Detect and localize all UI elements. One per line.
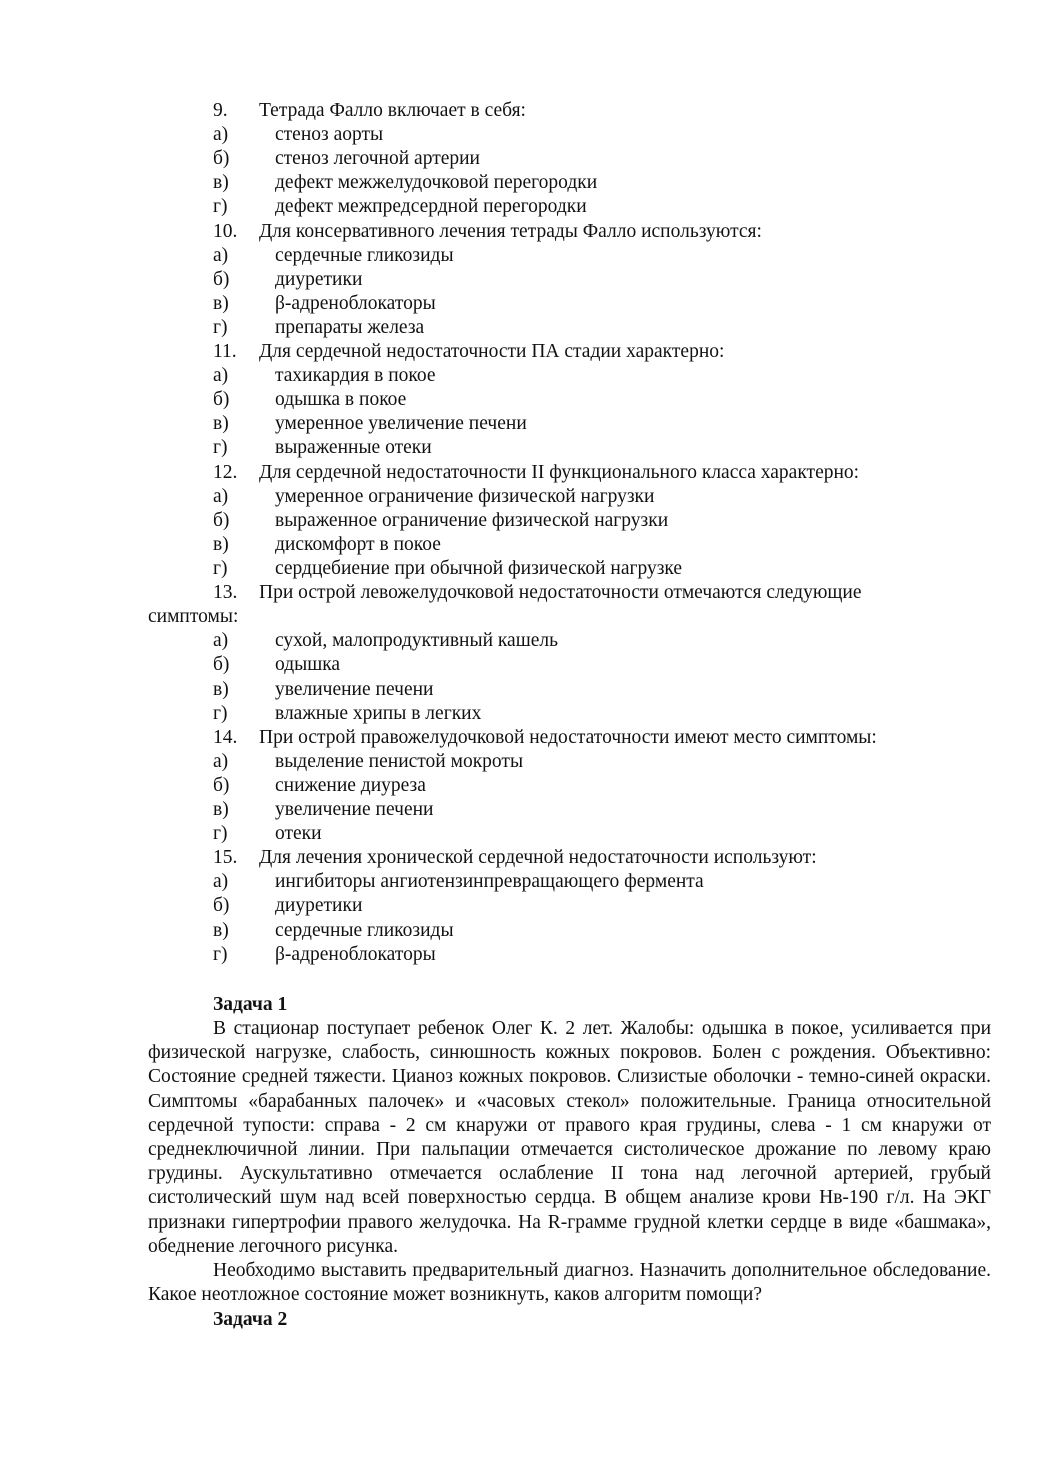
- option-letter: а): [213, 871, 229, 892]
- option-letter: а): [213, 486, 229, 507]
- option-letter: а): [213, 630, 229, 651]
- option-text: дефект межпредсердной перегородки: [275, 196, 587, 217]
- option-letter: а): [213, 124, 229, 145]
- option-letter: г): [213, 317, 228, 338]
- option-text: β-адреноблокаторы: [275, 944, 436, 965]
- task-1-title: Задача 1: [213, 994, 288, 1015]
- option-letter: г): [213, 823, 228, 844]
- option-text: умеренное ограничение физической нагрузки: [275, 486, 655, 507]
- question-text: Для консервативного лечения тетрады Фалло используются:: [259, 221, 762, 242]
- question-number: 9.: [213, 100, 228, 121]
- option-text: отеки: [275, 823, 322, 844]
- option-letter: в): [213, 172, 229, 193]
- option-letter: б): [213, 654, 230, 675]
- option-text: одышка в покое: [275, 389, 407, 410]
- task-1-instructions: Необходимо выставить предварительный диагноз. Назначить дополнительное обследование. Какое неотложное состояние может возникнуть, каков алгоритм помощи?: [148, 1260, 991, 1306]
- option-letter: г): [213, 437, 228, 458]
- question-text: При острой правожелудочковой недостаточности имеют место симптомы:: [259, 727, 877, 748]
- question-number: 15.: [213, 847, 238, 868]
- question-text: Для сердечной недостаточности II функционального класса характерно:: [259, 462, 860, 483]
- option-letter: а): [213, 751, 229, 772]
- question-number: 10.: [213, 221, 238, 242]
- question-text-wrap: симптомы:: [148, 606, 239, 627]
- option-letter: б): [213, 895, 230, 916]
- question-number: 11.: [213, 341, 237, 362]
- option-letter: г): [213, 196, 228, 217]
- option-text: умеренное увеличение печени: [275, 413, 527, 434]
- option-letter: а): [213, 365, 229, 386]
- option-text: выраженное ограничение физической нагрузки: [275, 510, 669, 531]
- option-text: сердцебиение при обычной физической нагрузке: [275, 558, 683, 579]
- question-number: 12.: [213, 462, 238, 483]
- option-text: сердечные гликозиды: [275, 920, 454, 941]
- option-text: стеноз аорты: [275, 124, 384, 145]
- question-number: 13.: [213, 582, 238, 603]
- option-text: сухой, малопродуктивный кашель: [275, 630, 559, 651]
- option-letter: в): [213, 413, 229, 434]
- option-letter: в): [213, 293, 229, 314]
- option-text: стеноз легочной артерии: [275, 148, 480, 169]
- option-letter: в): [213, 799, 229, 820]
- option-letter: г): [213, 944, 228, 965]
- option-text: увеличение печени: [275, 679, 434, 700]
- option-letter: г): [213, 558, 228, 579]
- option-text: увеличение печени: [275, 799, 434, 820]
- option-text: сердечные гликозиды: [275, 245, 454, 266]
- option-text: выделение пенистой мокроты: [275, 751, 524, 772]
- option-letter: в): [213, 920, 229, 941]
- option-text: снижение диуреза: [275, 775, 426, 796]
- option-letter: а): [213, 245, 229, 266]
- option-text: диуретики: [275, 895, 363, 916]
- question-text: Для сердечной недостаточности ПА стадии характерно:: [259, 341, 725, 362]
- option-text: диуретики: [275, 269, 363, 290]
- option-letter: в): [213, 679, 229, 700]
- option-letter: б): [213, 389, 230, 410]
- question-text: Для лечения хронической сердечной недостаточности используют:: [259, 847, 817, 868]
- option-text: одышка: [275, 654, 341, 675]
- question-number: 14.: [213, 727, 238, 748]
- option-text: дефект межжелудочковой перегородки: [275, 172, 598, 193]
- option-text: дискомфорт в покое: [275, 534, 441, 555]
- option-text: тахикардия в покое: [275, 365, 436, 386]
- option-text: β-адреноблокаторы: [275, 293, 436, 314]
- task-2-title: Задача 2: [213, 1309, 288, 1330]
- option-letter: б): [213, 269, 230, 290]
- task-1-case-description: В стационар поступает ребенок Олег К. 2 лет. Жалобы: одышка в покое, усиливается при физической нагрузке, слабость, синюшность кожных покровов. Болен с рождения. Объективно: Состояние средней тяжести. Цианоз кожных покровов. Слизистые оболочки - темно-синей окраски. Симптомы «барабанных палочек» и «часовых стекол» положительные. Граница относительной сердечной тупости: справа - 2 см кнаружи от правого края грудины, слева - 1 см кнаружи от среднеключичной линии. При пальпации отмечается систолическое дрожание по левому краю грудины. Аускультативно отмечается ослабление II тона над легочной артерией, грубый систолический шум над всей поверхностью сердца. В общем анализе крови Нв-190 г/л. На ЭКГ признаки гипертрофии правого желудочка. На R-грамме грудной клетки сердце в виде «башмака», обеднение легочного рисунка.: [148, 1018, 991, 1257]
- option-letter: б): [213, 510, 230, 531]
- question-text: Тетрада Фалло включает в себя:: [259, 100, 526, 121]
- option-letter: б): [213, 775, 230, 796]
- question-text: При острой левожелудочковой недостаточности отмечаются следующие: [259, 582, 862, 603]
- option-letter: г): [213, 703, 228, 724]
- option-letter: б): [213, 148, 230, 169]
- option-letter: в): [213, 534, 229, 555]
- option-text: ингибиторы ангиотензинпревращающего фермента: [275, 871, 704, 892]
- option-text: препараты железа: [275, 317, 425, 338]
- option-text: выраженные отеки: [275, 437, 432, 458]
- option-text: влажные хрипы в легких: [275, 703, 482, 724]
